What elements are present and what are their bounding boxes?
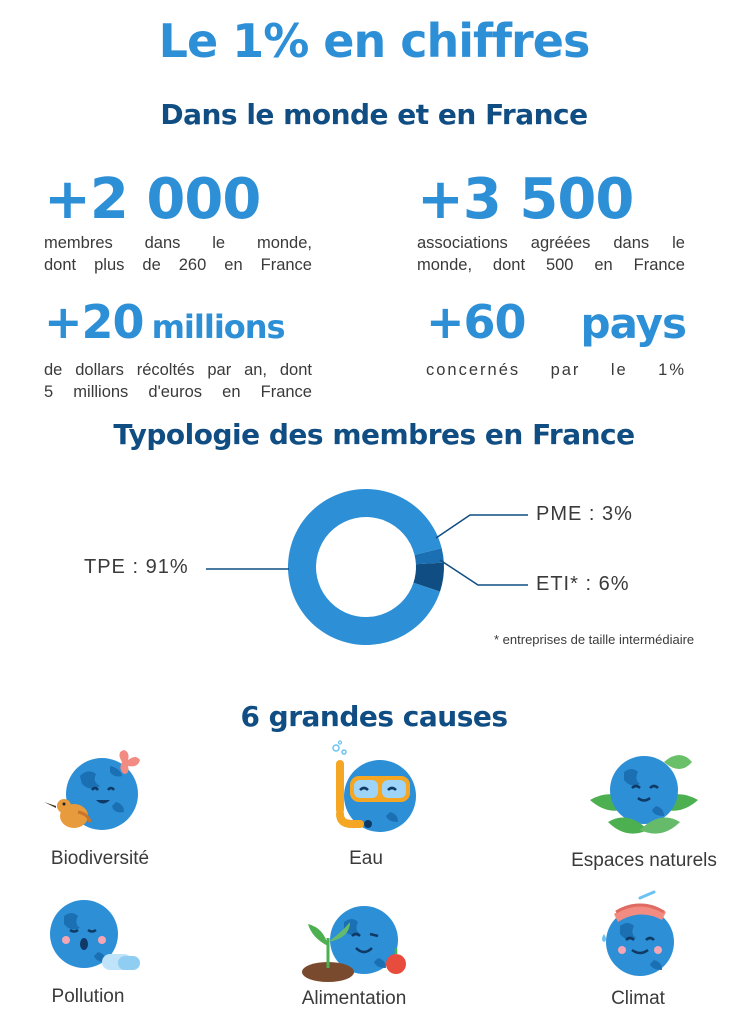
eti-label: ETI* : 6% — [536, 573, 630, 595]
stat-countries-unit: pays — [580, 299, 686, 348]
stat-countries-number: +60 — [426, 295, 526, 349]
cause-pollution — [0, 896, 198, 1008]
stat-members-value: +2 000 — [44, 167, 261, 232]
page-subtitle: Dans le monde et en France — [160, 98, 588, 131]
stat-dollars-value — [44, 296, 312, 359]
stat-associations-desc-line1: associations agréées dans le — [417, 234, 685, 252]
pme-leader-line — [436, 515, 528, 538]
cause-biodiversite — [0, 746, 210, 870]
stat-countries — [426, 296, 686, 381]
causes-title: 6 grandes causes — [240, 700, 508, 733]
cause-label-biodiversite: Biodiversité — [50, 848, 150, 869]
stat-associations — [417, 168, 685, 276]
stat-dollars-number: +20 — [44, 295, 144, 349]
cause-label-eau: Eau — [349, 848, 383, 869]
donut-group — [288, 489, 444, 645]
tpe-label: TPE : 91% — [84, 556, 189, 578]
pme-label: PME : 3% — [536, 503, 633, 525]
stat-dollars-desc-line1: de dollars récoltés par an, dont — [44, 361, 312, 379]
typology-footnote: * entreprises de taille intermédiaire — [494, 632, 695, 647]
stat-dollars-desc-line2: 5 millions d'euros en France — [44, 383, 312, 401]
stat-associations-desc-line2: monde, dont 500 en France — [417, 256, 685, 274]
stat-dollars-unit: millions — [151, 308, 285, 346]
cause-label-espaces-naturels: Espaces naturels — [571, 850, 717, 871]
leaves-globe-icon — [584, 744, 704, 844]
hot-globe-icon — [578, 890, 698, 982]
page-title: Le 1% en chiffres — [158, 14, 590, 68]
eti-leader-line — [440, 560, 528, 585]
cause-label-alimentation: Alimentation — [301, 988, 407, 1009]
cause-label-climat: Climat — [611, 988, 665, 1009]
cause-alimentation — [244, 898, 464, 1010]
stat-associations-value: +3 500 — [417, 167, 634, 232]
stat-members-desc-line1: membres dans le monde, — [44, 234, 312, 252]
cause-climat — [528, 890, 748, 1010]
stat-members-desc-line2: dont plus de 260 en France — [44, 256, 312, 274]
snorkel-globe-icon — [306, 740, 426, 842]
stat-dollars — [44, 296, 312, 403]
bird-globe-icon — [40, 746, 160, 842]
cause-label-pollution: Pollution — [51, 986, 125, 1007]
stat-members — [44, 168, 312, 276]
stat-countries-desc: concernés par le 1% — [426, 361, 686, 379]
sprout-globe-icon — [284, 898, 424, 982]
typology-title: Typologie des membres en France — [113, 418, 635, 451]
stat-countries-value — [426, 296, 686, 359]
sick-globe-icon — [28, 896, 148, 980]
cause-espaces-naturels — [534, 744, 748, 872]
cause-eau — [256, 740, 476, 870]
